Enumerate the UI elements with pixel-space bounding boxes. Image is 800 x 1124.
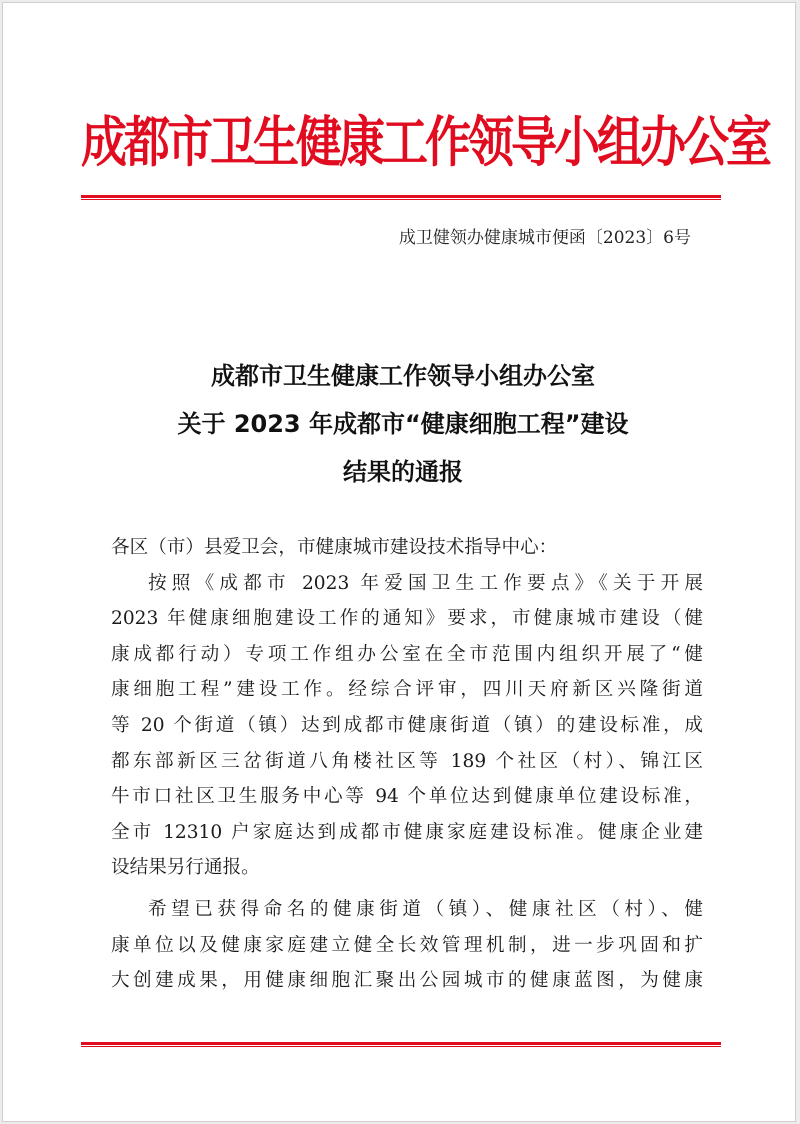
- document-body: [111, 530, 703, 999]
- title-line: 结果的通报: [343, 458, 463, 486]
- title-line: 关于 2023 年成都市“健康细胞工程”建设: [177, 410, 629, 438]
- divider-thin-line: [81, 1046, 721, 1047]
- paragraph-2-line: 大创建成果，用健康细胞汇聚出公园城市的健康蓝图，为健康: [111, 970, 703, 992]
- salutation: 各区（市）县爱卫会，市健康城市建设技术指导中心：: [111, 537, 558, 558]
- paragraph-1-line: 康细胞工程”建设工作。经综合评审，四川天府新区兴隆街道: [111, 679, 703, 701]
- paragraph-1-line: 等 20 个街道（镇）达到成都市健康街道（镇）的建设标准，成: [111, 714, 703, 736]
- paragraph-2-line: 希望已获得命名的健康街道（镇）、健康社区（村）、健: [148, 898, 703, 920]
- divider-thick-line: [81, 1042, 721, 1045]
- paragraph-1-line: 全市 12310 户家庭达到成都市健康家庭建设标准。健康企业建: [111, 821, 703, 843]
- paragraph-1-line: 康成都行动）专项工作组办公室在全市范围内组织开展了“健: [111, 643, 703, 665]
- divider-thick-line: [81, 195, 721, 198]
- document-title: [83, 352, 723, 496]
- paragraph-1-line: 设结果另行通报。: [111, 857, 260, 879]
- divider-thin-line: [81, 199, 721, 200]
- paragraph-1-line: 按照《成都市 2023 年爱国卫生工作要点》《关于开展: [148, 572, 703, 594]
- document-page: [2, 2, 796, 1122]
- document-number: 成卫健领办健康城市便函〔2023〕6号: [398, 228, 691, 248]
- masthead-divider-top: [81, 195, 721, 201]
- paragraph-1-line: 2023 年健康细胞建设工作的通知》要求，市健康城市建设（健: [111, 608, 703, 630]
- paragraph-2-line: 康单位以及健康家庭建立健全长效管理机制，进一步巩固和扩: [111, 934, 703, 956]
- title-line: 成都市卫生健康工作领导小组办公室: [211, 362, 595, 390]
- footer-divider: [81, 1042, 721, 1048]
- masthead-title: 成都市卫生健康工作领导小组办公室: [81, 110, 769, 174]
- paragraph-1-line: 牛市口社区卫生服务中心等 94 个单位达到健康单位建设标准，: [111, 786, 703, 808]
- paragraph-1-line: 都东部新区三岔街道八角楼社区等 189 个社区（村）、锦江区: [111, 750, 703, 772]
